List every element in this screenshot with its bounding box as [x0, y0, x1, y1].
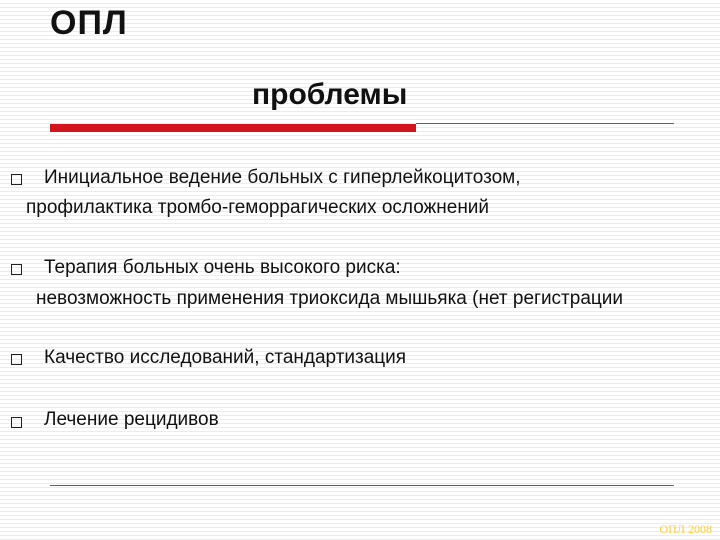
- bullet-box-icon: [11, 417, 22, 428]
- bullet-box-icon: [11, 354, 22, 365]
- slide-subtitle: проблемы: [252, 78, 408, 111]
- item-1-line-1: Инициальное ведение больных с гиперлейкоцитозом,: [44, 167, 521, 188]
- item-4-line-1: Лечение рецидивов: [44, 409, 219, 430]
- slide-title: ОПЛ: [50, 4, 128, 42]
- divider-bottom: [50, 485, 674, 486]
- accent-bar: [50, 124, 416, 132]
- footer-label: ОПЛ 2008: [659, 522, 712, 536]
- item-1-line-2: профилактика тромбо-геморрагических осложнений: [26, 197, 490, 218]
- divider-top: [416, 123, 674, 124]
- item-2-line-2: невозможность применения триоксида мышьяка (нет регистрации: [36, 288, 624, 309]
- item-3-line-1: Качество исследований, стандартизация: [44, 347, 407, 368]
- item-2-line-1: Терапия больных очень высокого риска:: [44, 257, 401, 278]
- bullet-box-icon: [11, 264, 22, 275]
- bullet-box-icon: [11, 174, 22, 185]
